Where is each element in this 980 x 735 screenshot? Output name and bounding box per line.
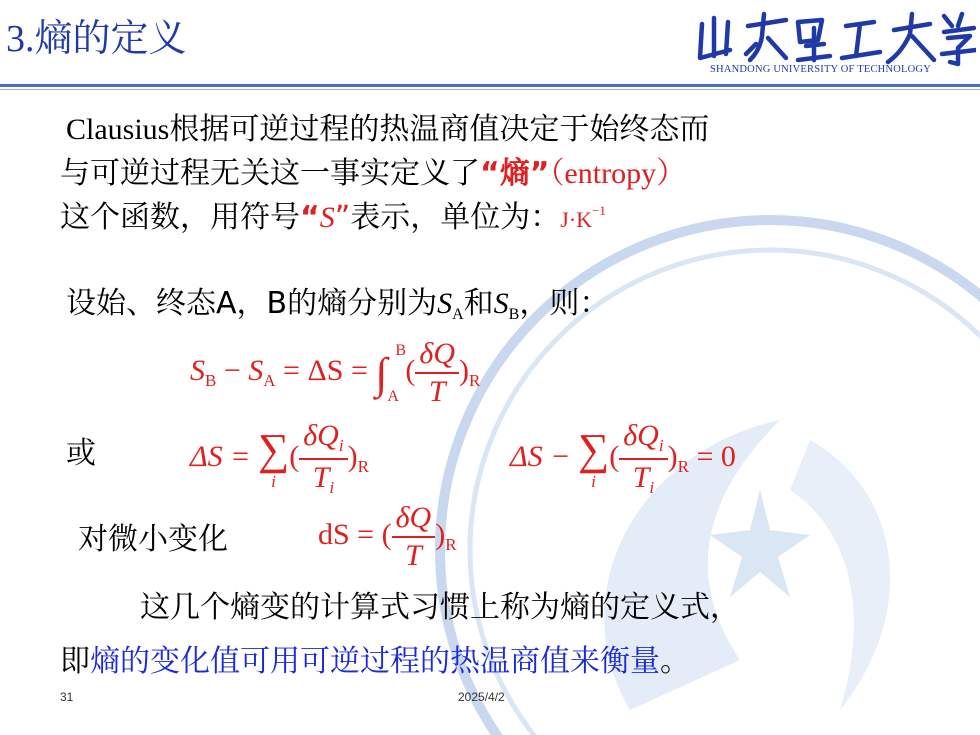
eq3-delta-s: ΔS − [510,439,578,473]
para1-line3-text: 这个函数，用符号 [60,200,300,235]
eq2-paren-open: ( [289,439,300,473]
eq3-paren-close: ) [667,439,678,473]
eq1-minus: − [216,353,249,387]
eq3-fraction [619,418,667,500]
para1-line1 [66,108,709,152]
eq3-numerator: δQ [623,419,659,452]
para3-line2-prefix: 即 [60,644,90,679]
equation-sum [190,418,369,500]
quote-open: “ [300,200,320,235]
eq1-paren-open: ( [405,353,416,387]
slide-date: 2025/4/2 [458,690,505,704]
eq4-ds: dS = [318,517,382,551]
equation-entropy-change [190,336,480,410]
para2-text2: ，则： [519,286,610,321]
eq4-paren-close: ) [435,517,446,551]
entropy-term: “熵” [480,156,550,191]
symbol-S: S [319,201,335,234]
equation-sum-zero [510,418,736,500]
eq2-denominator-sub: i [329,478,335,497]
symbol-SB-sub: B [508,306,520,323]
eq1-SA: S [248,353,264,387]
unit: J·K [560,207,593,232]
eq1-reversible-sub: R [469,370,481,390]
para2 [66,282,609,331]
eq4-numerator: δQ [395,501,432,534]
eq1-equals: = ΔS = [275,353,376,387]
eq1-paren-close: ) [459,353,469,387]
slide-title [6,14,187,63]
para3-highlight: 熵的变化值可用可逆过程的热温商值来衡量 [90,644,660,679]
eq2-paren-close: ) [347,439,358,473]
or-label: 或 [66,436,96,471]
entropy-english: （entropy） [549,157,687,190]
eq2-numerator-sub: i [338,436,344,455]
title-text: 熵的定义 [34,16,187,60]
para1-line2-text: 与可逆过程无关这一事实定义了 [60,156,480,191]
eq1-SA-sub: A [263,370,276,390]
para2-and: 和 [463,286,494,321]
sum-index: i [271,472,276,491]
eq4-paren-open: ( [381,517,392,551]
symbol-SA: S [437,287,453,320]
eq2-reversible-sub: R [357,456,369,476]
unit-exponent: −1 [592,203,606,218]
eq1-denominator: T [415,372,459,410]
symbol-SA-sub: A [452,306,464,323]
logo-caption: SHANDONG UNIVERSITY OF TECHNOLOGY [710,64,931,75]
para3-line2 [60,640,690,684]
header-rule [0,84,980,87]
header-rule-thin [0,89,980,90]
eq1-numerator: δQ [419,337,455,370]
para3-line1: 这几个熵变的计算式习惯上称为熵的定义式， [140,590,740,625]
para1-line2 [60,152,686,196]
integral-upper: B [395,341,407,359]
eq3-paren-open: ( [609,439,620,473]
integral-sign: ∫ B A [375,341,407,405]
para2-text: 设始、终态A，B的熵分别为 [66,286,438,321]
sum-sign: ∑ i [257,425,290,491]
eq1-fraction [415,336,459,410]
eq2-denominator: T [312,461,330,494]
eq1-SB-sub: B [205,370,217,390]
eq1-SB: S [190,353,205,387]
clausius-name: Clausius [66,113,170,146]
integral-lower: A [387,387,399,405]
equation-differential [318,500,457,574]
quote-close: ” [334,200,351,235]
eq2-fraction [299,418,347,500]
eq3-reversible-sub: R [677,456,689,476]
eq3-numerator-sub: i [658,436,664,455]
small-change-label: 对微小变化 [78,522,228,557]
eq2-delta-s: ΔS = [190,439,258,473]
eq3-equals-zero: = 0 [688,439,736,473]
para1-line3-text2: 表示，单位为： [350,200,561,235]
symbol-SB: S [493,287,509,320]
eq3-denominator: T [632,461,650,494]
eq3-denominator-sub: i [649,478,655,497]
para1-line1-text: 根据可逆过程的热温商值决定于始终态而 [169,112,710,147]
page-number: 31 [60,690,74,704]
title-number: 3. [6,18,35,60]
para1-line3 [60,196,606,245]
sum-sign-2: ∑ i [577,425,610,491]
para3-period: 。 [660,644,690,679]
eq4-denominator: T [392,536,436,574]
eq2-numerator: δQ [303,419,339,452]
sum-index-2: i [591,472,596,491]
eq4-fraction [392,500,436,574]
eq4-reversible-sub: R [445,534,457,554]
